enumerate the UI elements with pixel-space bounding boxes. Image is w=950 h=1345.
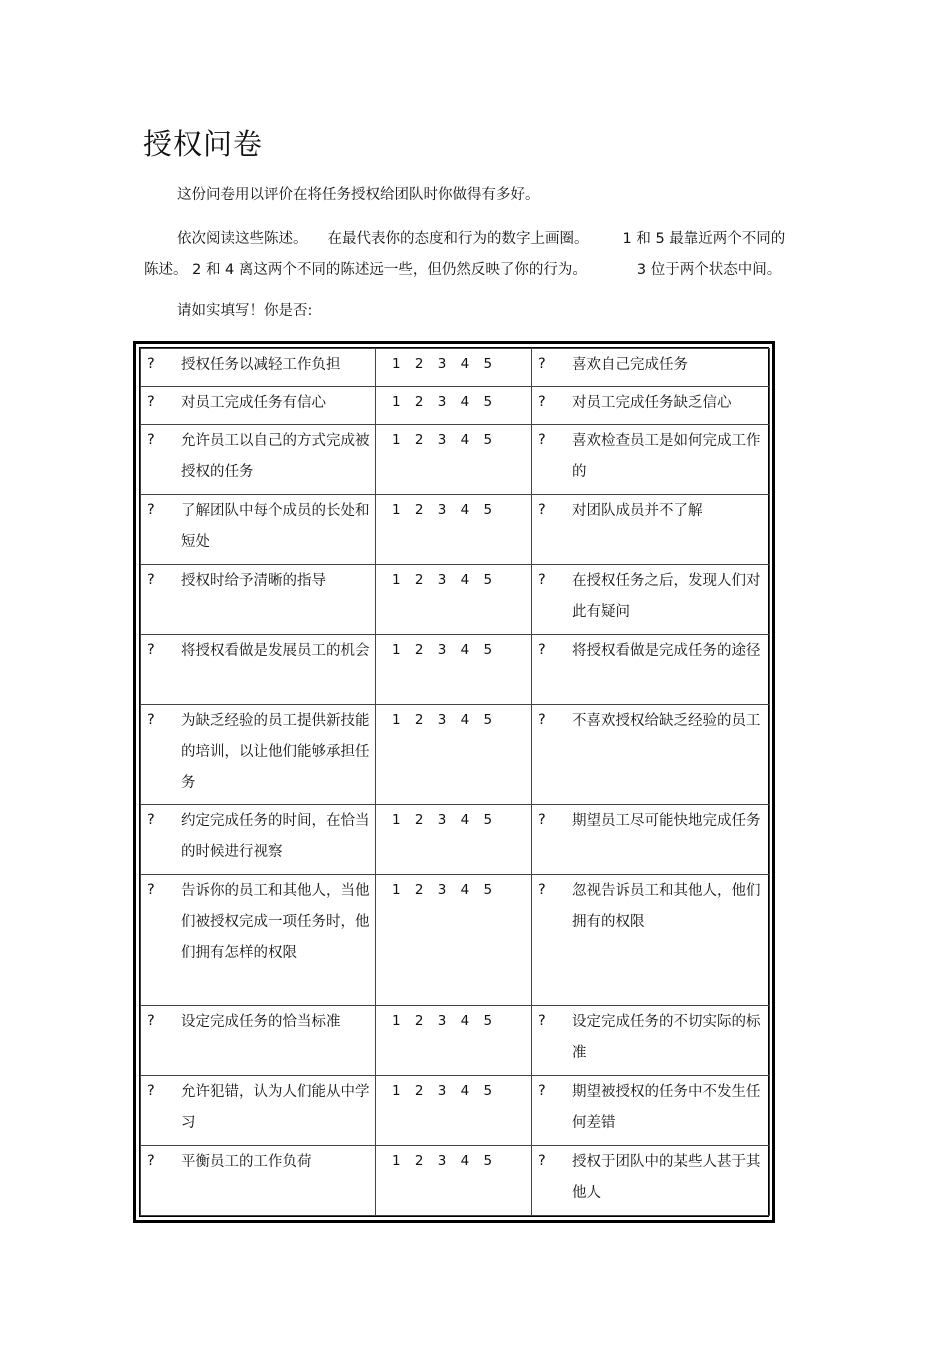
bullet-marker: ? <box>538 356 546 372</box>
instructions-part1: 依次阅读这些陈述。 <box>177 231 308 247</box>
rating-scale[interactable]: 1 2 3 4 5 <box>376 387 532 425</box>
right-statement: 喜欢检查员工是如何完成工作的 <box>572 433 761 480</box>
bullet-marker: ? <box>147 394 155 410</box>
right-statement: 对团队成员并不了解 <box>572 503 703 519</box>
right-statement-cell <box>532 635 770 705</box>
question-row <box>141 1076 770 1146</box>
right-statement: 喜欢自己完成任务 <box>572 357 688 373</box>
rating-scale[interactable]: 1 2 3 4 5 <box>376 635 532 705</box>
questionnaire-frame <box>133 341 775 1223</box>
right-statement-cell <box>532 1146 770 1216</box>
question-row <box>141 1006 770 1076</box>
bullet-marker: ? <box>538 432 546 448</box>
instructions-part2: 在最代表你的态度和行为的数字上画圈。 <box>327 231 589 247</box>
right-statement: 对员工完成任务缺乏信心 <box>572 395 732 411</box>
bullet-marker: ? <box>538 1153 546 1169</box>
right-statement: 在授权任务之后，发现人们对此有疑问 <box>572 573 761 620</box>
right-statement-cell <box>532 1006 770 1076</box>
question-row <box>141 425 770 495</box>
right-statement-cell <box>532 387 770 425</box>
left-statement: 允许犯错，认为人们能从中学习 <box>181 1084 370 1131</box>
left-statement-cell <box>141 349 376 387</box>
left-statement: 授权任务以减轻工作负担 <box>181 357 341 373</box>
rating-scale[interactable]: 1 2 3 4 5 <box>376 705 532 805</box>
questionnaire-inner-border <box>139 347 769 1217</box>
question-row <box>141 635 770 705</box>
bullet-marker: ? <box>147 642 155 658</box>
left-statement: 将授权看做是发展员工的机会 <box>181 643 370 659</box>
rating-scale[interactable]: 1 2 3 4 5 <box>376 1006 532 1076</box>
question-row <box>141 1146 770 1216</box>
right-statement-cell <box>532 805 770 875</box>
right-statement-cell <box>532 565 770 635</box>
right-statement: 忽视告诉员工和其他人，他们拥有的权限 <box>572 883 761 930</box>
left-statement: 允许员工以自己的方式完成被授权的任务 <box>181 433 370 480</box>
instructions-part4: 陈述。 2 和 4 离这两个不同的陈述远一些，但仍然反映了你的行为。 <box>144 262 587 278</box>
right-statement: 期望被授权的任务中不发生任何差错 <box>572 1084 761 1131</box>
bullet-marker: ? <box>538 1083 546 1099</box>
left-statement-cell <box>141 705 376 805</box>
rating-scale[interactable]: 1 2 3 4 5 <box>376 1146 532 1216</box>
left-statement: 告诉你的员工和其他人，当他们被授权完成一项任务时，他们拥有怎样的权限 <box>181 883 370 961</box>
right-statement-cell <box>532 705 770 805</box>
left-statement-cell <box>141 565 376 635</box>
left-statement-cell <box>141 635 376 705</box>
bullet-marker: ? <box>147 432 155 448</box>
question-row <box>141 495 770 565</box>
instructions-part3: 1 和 5 最靠近两个不同的 <box>622 231 786 247</box>
left-statement-cell <box>141 805 376 875</box>
question-row <box>141 387 770 425</box>
right-statement-cell <box>532 425 770 495</box>
bullet-marker: ? <box>147 712 155 728</box>
instructions-part5: 3 位于两个状态中间。 <box>636 262 782 278</box>
bullet-marker: ? <box>147 502 155 518</box>
question-row <box>141 805 770 875</box>
left-statement-cell <box>141 425 376 495</box>
rating-scale[interactable]: 1 2 3 4 5 <box>376 1076 532 1146</box>
bullet-marker: ? <box>147 1013 155 1029</box>
right-statement: 设定完成任务的不切实际的标准 <box>572 1014 761 1061</box>
bullet-marker: ? <box>538 812 546 828</box>
bullet-marker: ? <box>538 882 546 898</box>
right-statement-cell <box>532 1076 770 1146</box>
prompt-text: 请如实填写！你是否: <box>177 303 313 319</box>
rating-scale[interactable]: 1 2 3 4 5 <box>376 495 532 565</box>
left-statement: 了解团队中每个成员的长处和短处 <box>181 503 370 550</box>
bullet-marker: ? <box>147 1153 155 1169</box>
question-row <box>141 349 770 387</box>
bullet-marker: ? <box>147 572 155 588</box>
left-statement-cell <box>141 875 376 1006</box>
bullet-marker: ? <box>538 502 546 518</box>
left-statement: 为缺乏经验的员工提供新技能的培训，以让他们能够承担任务 <box>181 713 370 791</box>
rating-scale[interactable]: 1 2 3 4 5 <box>376 349 532 387</box>
left-statement: 授权时给予清晰的指导 <box>181 573 326 589</box>
bullet-marker: ? <box>538 712 546 728</box>
intro-text: 这份问卷用以评价在将任务授权给团队时你做得有多好。 <box>177 187 540 203</box>
left-statement-cell <box>141 1146 376 1216</box>
question-row <box>141 875 770 1006</box>
bullet-marker: ? <box>538 1013 546 1029</box>
instructions <box>144 224 804 286</box>
left-statement-cell <box>141 1076 376 1146</box>
rating-scale[interactable]: 1 2 3 4 5 <box>376 425 532 495</box>
rating-scale[interactable]: 1 2 3 4 5 <box>376 565 532 635</box>
left-statement-cell <box>141 387 376 425</box>
question-row <box>141 565 770 635</box>
bullet-marker: ? <box>147 812 155 828</box>
left-statement-cell <box>141 1006 376 1076</box>
right-statement: 不喜欢授权给缺乏经验的员工 <box>572 713 761 729</box>
page-title: 授权问卷 <box>143 127 264 161</box>
right-statement-cell <box>532 495 770 565</box>
bullet-marker: ? <box>147 882 155 898</box>
right-statement: 将授权看做是完成任务的途径 <box>572 643 761 659</box>
question-row <box>141 705 770 805</box>
right-statement-cell <box>532 349 770 387</box>
left-statement-cell <box>141 495 376 565</box>
right-statement: 期望员工尽可能快地完成任务 <box>572 813 761 829</box>
rating-scale[interactable]: 1 2 3 4 5 <box>376 875 532 1006</box>
left-statement: 约定完成任务的时间，在恰当的时候进行视察 <box>181 813 370 860</box>
right-statement: 授权于团队中的某些人甚于其他人 <box>572 1154 761 1201</box>
questionnaire-table <box>140 348 770 1216</box>
bullet-marker: ? <box>538 572 546 588</box>
left-statement: 对员工完成任务有信心 <box>181 395 326 411</box>
left-statement: 平衡员工的工作负荷 <box>181 1154 312 1170</box>
rating-scale[interactable]: 1 2 3 4 5 <box>376 805 532 875</box>
bullet-marker: ? <box>538 642 546 658</box>
right-statement-cell <box>532 875 770 1006</box>
bullet-marker: ? <box>147 1083 155 1099</box>
left-statement: 设定完成任务的恰当标准 <box>181 1014 341 1030</box>
bullet-marker: ? <box>147 356 155 372</box>
bullet-marker: ? <box>538 394 546 410</box>
